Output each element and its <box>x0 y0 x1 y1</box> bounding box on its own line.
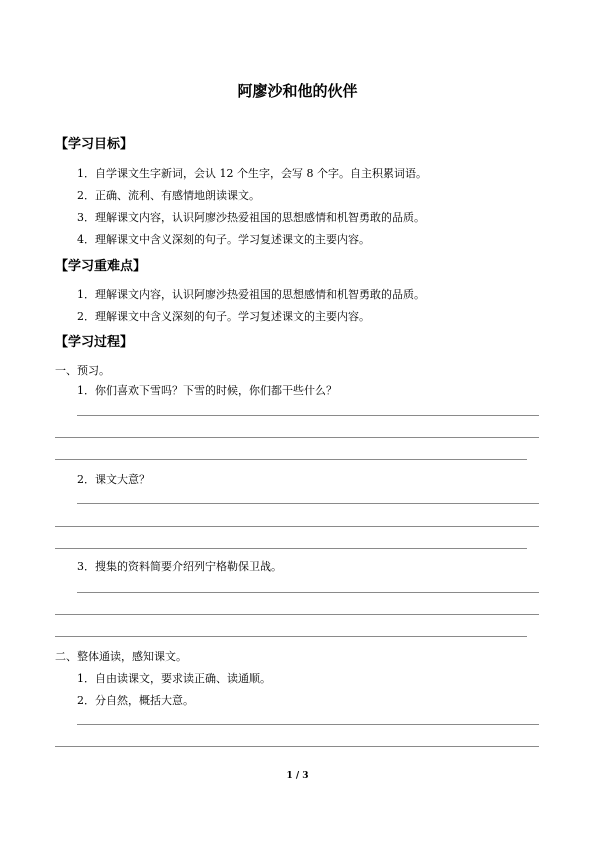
part1-question-1: 1．你们喜欢下雪吗？下雪的时候，你们都干些什么？ <box>77 384 337 397</box>
answer-line <box>55 459 527 460</box>
page-title: 阿廖沙和他的伙伴 <box>237 82 358 100</box>
part2-question-2: 2．分自然，概括大意。 <box>77 694 194 707</box>
answer-line <box>55 614 539 615</box>
goals-heading: 【学习目标】 <box>55 137 134 152</box>
part2-title: 二、整体通读，感知课文。 <box>55 650 187 663</box>
goal-item-2: 2．正确、流利、有感情地朗读课文。 <box>77 189 260 202</box>
goal-item-3: 3．理解课文内容，认识阿廖沙热爱祖国的思想感情和机智勇敢的品质。 <box>77 211 425 224</box>
key-point-item-2: 2．理解课文中含义深刻的句子。学习复述课文的主要内容。 <box>77 310 370 323</box>
answer-line <box>55 636 527 637</box>
page-number: 1 / 3 <box>286 771 309 781</box>
answer-line <box>55 746 539 747</box>
part1-question-3: 3．搜集的资料简要介绍列宁格勒保卫战。 <box>77 560 282 573</box>
answer-line <box>55 526 539 527</box>
goal-item-4: 4．理解课文中含义深刻的句子。学习复述课文的主要内容。 <box>77 233 370 246</box>
answer-line <box>77 415 539 416</box>
part1-title: 一、预习。 <box>55 364 110 377</box>
answer-line <box>55 548 527 549</box>
answer-line <box>77 503 539 504</box>
part1-question-2: 2．课文大意？ <box>77 473 150 486</box>
answer-line <box>55 437 539 438</box>
answer-line <box>77 724 539 725</box>
part2-question-1: 1．自由读课文，要求读正确、读通顺。 <box>77 672 271 685</box>
answer-line <box>77 592 539 593</box>
goal-item-1: 1．自学课文生字新词，会认 12 个生字，会写 8 个字。自主积累词语。 <box>77 167 427 180</box>
key-point-item-1: 1．理解课文内容，认识阿廖沙热爱祖国的思想感情和机智勇敢的品质。 <box>77 288 425 301</box>
key-points-heading: 【学习重难点】 <box>55 259 147 274</box>
process-heading: 【学习过程】 <box>55 335 134 350</box>
